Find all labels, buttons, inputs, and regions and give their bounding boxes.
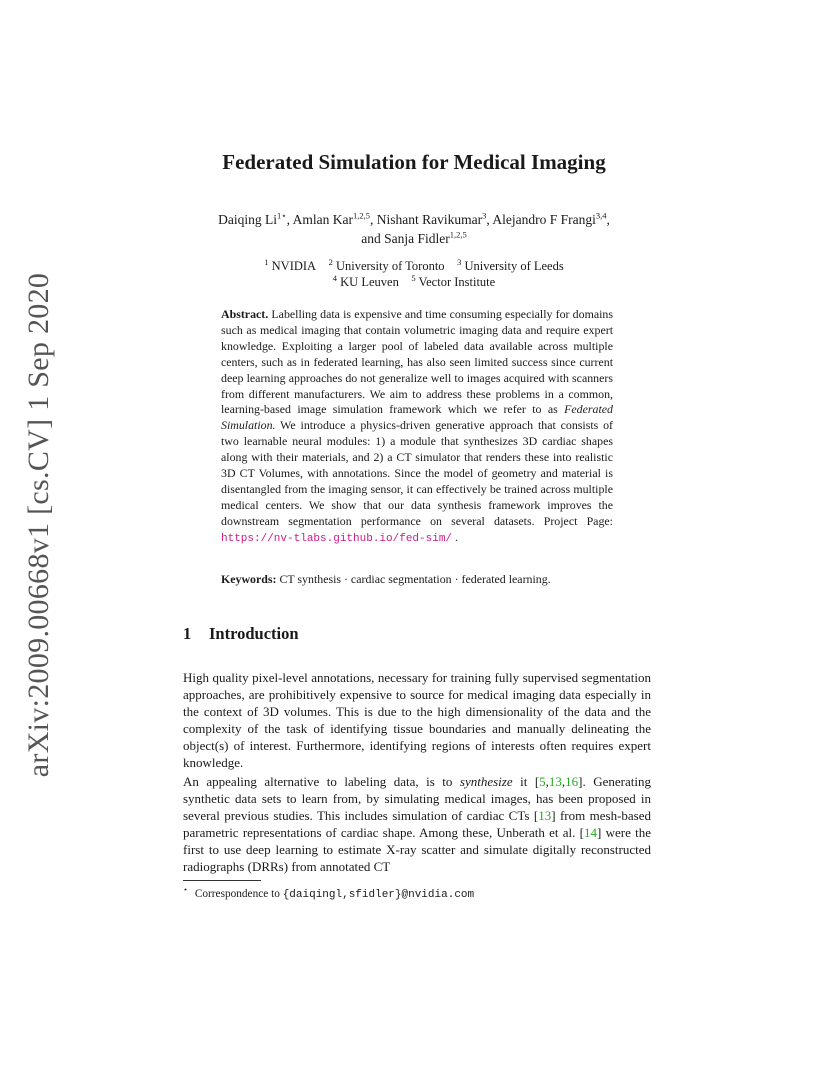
citation-link[interactable]: 13 <box>538 807 552 823</box>
paragraph-text: ] were the first to use deep learning to estimate X-ray scatter and simulate digitally reconstructed radiographs (DRRs) from annotated CT <box>183 824 652 874</box>
author-name: Alejandro F Frangi <box>492 212 596 227</box>
footnote-divider <box>183 880 261 881</box>
footnote-mark: ⋆ <box>183 885 189 894</box>
affil-name: University of Toronto <box>335 259 445 273</box>
author-affil-sup: 3,4 <box>595 210 607 221</box>
author-list: Daiqing $Li^{1⋆}$, Amlan Kar$^{1,2,5}$, Nishant Ravikumar$^3$, Alejandro F Frangi$^{3,4}$, and Sanja Fidler$^{1,2,5}$ <box>218 210 610 246</box>
abstract-text: Labelling data is expensive and time consuming especially for domains such as medical imaging that contain volumetric imaging data and require expert knowledge. Exploiting a larger pool of labeled data available across multiple centers, such as in federated learning, has also seen limited success since current deep learning approaches do not generalize well to images acquired with scanners from different manufacturers. We aim to address these problems in a common, learning-based image simulation framework which we refer to as <box>221 307 613 417</box>
paper-title: Federated Simulation for Medical Imaging <box>222 150 606 174</box>
author-affil-sup: 3 <box>482 210 487 221</box>
footnote <box>183 885 474 901</box>
affil-num: 2 <box>328 256 333 267</box>
author-affil-sup: 1,2,5 <box>352 210 370 221</box>
footnote-text: Correspondence to <box>194 887 280 900</box>
affil-num: 4 <box>332 272 338 283</box>
affiliation-list <box>0 258 828 290</box>
keywords <box>221 572 621 587</box>
paragraph-emphasis: synthesize <box>459 774 513 789</box>
section-title: Introduction <box>209 624 299 643</box>
citation-link[interactable]: 13 <box>548 774 562 789</box>
section-heading <box>183 624 299 644</box>
affil-num: 1 <box>264 256 269 267</box>
intro-paragraph-2: An appealing alternative to labeling data, is to synthesize it [5,13,16]. Generating synthetic data sets to learn from, by simulating medical images, has been proposed in several previous studies. This includes simulation of cardiac CTs [13] from mesh-based parametric representations of cardiac shape. Among these, Unberath et al. [14] were the first to use deep learning to estimate X-ray scatter and simulate digitally reconstructed radiographs (DRRs) from annotated CT <box>183 774 652 874</box>
abstract-label: Abstract. <box>221 307 269 321</box>
citation-link[interactable]: 14 <box>584 824 598 840</box>
arxiv-side-stamp <box>14 272 64 778</box>
author-affil-sup: 1,2,5 <box>449 229 467 240</box>
keywords-label: Keywords: <box>221 572 277 586</box>
affil-name: NVIDIA <box>271 259 317 273</box>
author-name: Daiqing Li <box>218 212 278 227</box>
affil-num: 3 <box>457 256 462 267</box>
abstract-text: We introduce a physics-driven generative approach that consists of two learnable neural modules: 1) a module that synthesizes 3D cardiac shapes along with their materials, and 2) a CT simulator that renders these into realistic 3D CT Volumes, with annotations. Since the model of geometry and material is disentangled from the imaging sensor, it can effectively be trained across multiple medical centers. We show that our data synthesis framework improves the downstream segmentation performance on several datasets. Project Page: <box>221 418 613 528</box>
abstract-emphasis: Federated Simulation. <box>221 402 613 433</box>
abstract-end: . <box>455 529 459 544</box>
paragraph-text: ] from mesh-based parametric representations of cardiac shape. Among these, Unberath et al. [ <box>183 807 651 840</box>
project-page-link[interactable]: https://nv-tlabs.github.io/fed-sim/ <box>221 532 453 545</box>
intro-paragraph-1: High quality pixel-level annotations, necessary for training fully supervised segmentation approaches, are prohibitively expensive to source for medical imaging data especially in the context of 3D volumes. This is due to the high dimensionality of the data and the complexity of the task of identifying tissue boundaries and manually delineating the object(s) of interest. Furthermore, identifying regions of interests often requires expert knowledge. <box>183 670 651 770</box>
paragraph-text: it [ <box>520 774 540 789</box>
section-number: 1 <box>183 624 192 643</box>
author-name: Amlan Kar <box>292 212 353 227</box>
paragraph-text: ]. Generating synthetic data sets to learn from, by simulating medical images, has been proposed in several previous studies. This includes simulation of cardiac CTs [ <box>183 774 651 823</box>
arxiv-id-label: arXiv:2009.00668v1 [cs.CV] 1 Sep 2020 <box>22 272 56 778</box>
affil-name: Vector Institute <box>418 275 496 289</box>
citation-link[interactable]: 5 <box>539 774 546 789</box>
keywords-text: CT synthesis · cardiac segmentation · federated learning. <box>279 572 551 586</box>
abstract <box>221 307 613 548</box>
affil-name: KU Leuven <box>340 275 399 289</box>
author-affil-sup: 1⋆ <box>277 210 287 221</box>
author-name: Nishant Ravikumar <box>376 212 483 227</box>
affil-num: 5 <box>411 272 416 283</box>
citation-link[interactable]: 16 <box>565 774 579 789</box>
paragraph-text: An appealing alternative to labeling data, is to <box>183 774 453 789</box>
author-name: and Sanja Fidler <box>361 231 450 246</box>
footnote-email: {daiqingl,sfidler}@nvidia.com <box>282 888 475 901</box>
affil-name: University of Leeds <box>464 259 564 273</box>
